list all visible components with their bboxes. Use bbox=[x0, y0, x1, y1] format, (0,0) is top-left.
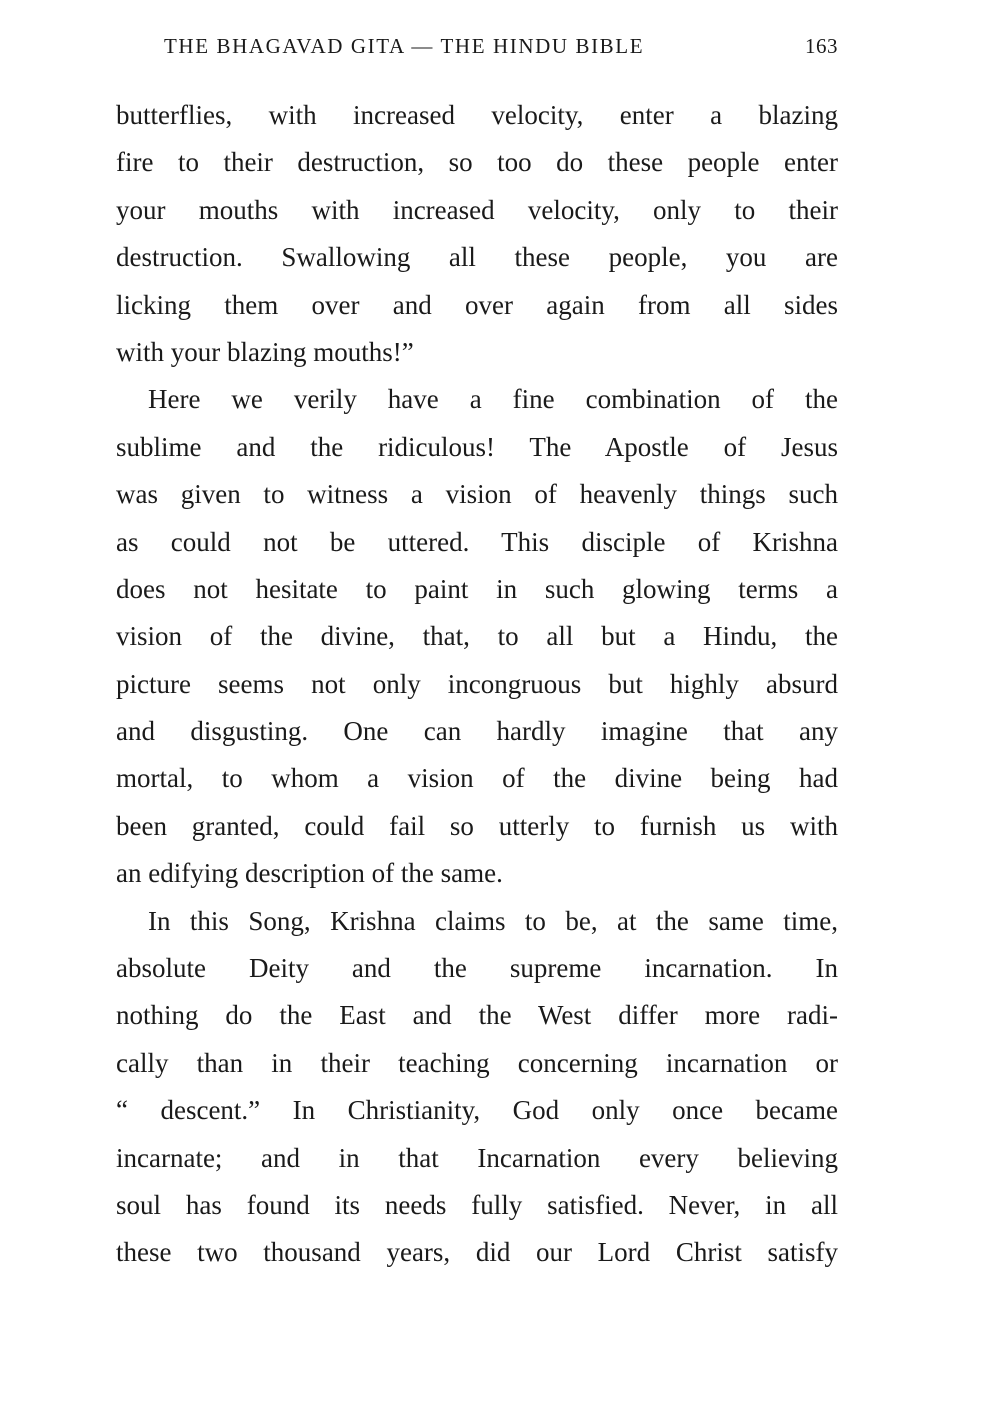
text-line: soul has found its needs fully satisfied. Never, in all bbox=[116, 1189, 838, 1220]
text-line: was given to witness a vision of heavenly things such bbox=[116, 479, 838, 510]
text-line: “ descent.” In Christianity, God only once became bbox=[116, 1095, 838, 1126]
text-line: as could not be uttered. This disciple of Krishna bbox=[116, 526, 838, 557]
text-line: these two thousand years, did our Lord Christ satisfy bbox=[116, 1237, 838, 1268]
text-line: an edifying description of the same. bbox=[116, 858, 503, 889]
text-line: does not hesitate to paint in such glowing terms a bbox=[116, 573, 838, 604]
text-line: Here we verily have a fine combination of the bbox=[148, 384, 838, 415]
text-line: cally than in their teaching concerning incarnation or bbox=[116, 1047, 838, 1078]
text-line: picture seems not only incongruous but highly absurd bbox=[116, 668, 838, 699]
text-line: fire to their destruction, so too do these people enter bbox=[116, 147, 838, 178]
text-line: vision of the divine, that, to all but a Hindu, the bbox=[116, 621, 838, 652]
text-line: your mouths with increased velocity, only to their bbox=[116, 194, 838, 225]
text-line: incarnate; and in that Incarnation every believing bbox=[116, 1142, 838, 1173]
text-line: licking them over and over again from all sides bbox=[116, 289, 838, 320]
text-line: with your blazing mouths!” bbox=[116, 336, 414, 367]
text-line: mortal, to whom a vision of the divine being had bbox=[116, 763, 838, 794]
text-line: and disgusting. One can hardly imagine that any bbox=[116, 716, 838, 747]
running-head-title: THE BHAGAVAD GITA — THE HINDU BIBLE bbox=[164, 34, 645, 58]
text-line: absolute Deity and the supreme incarnation. In bbox=[116, 953, 838, 984]
text-line: been granted, could fail so utterly to furnish us with bbox=[116, 810, 838, 841]
text-line: In this Song, Krishna claims to be, at the same time, bbox=[148, 905, 838, 936]
text-line: destruction. Swallowing all these people, you are bbox=[116, 242, 838, 273]
body-text bbox=[116, 92, 838, 1277]
text-line: sublime and the ridiculous! The Apostle of Jesus bbox=[116, 431, 838, 462]
running-head bbox=[116, 34, 838, 70]
page-number: 163 bbox=[805, 34, 838, 58]
text-line: butterflies, with increased velocity, enter a blazing bbox=[116, 100, 838, 130]
text-line: nothing do the East and the West differ more radi- bbox=[116, 1000, 838, 1031]
